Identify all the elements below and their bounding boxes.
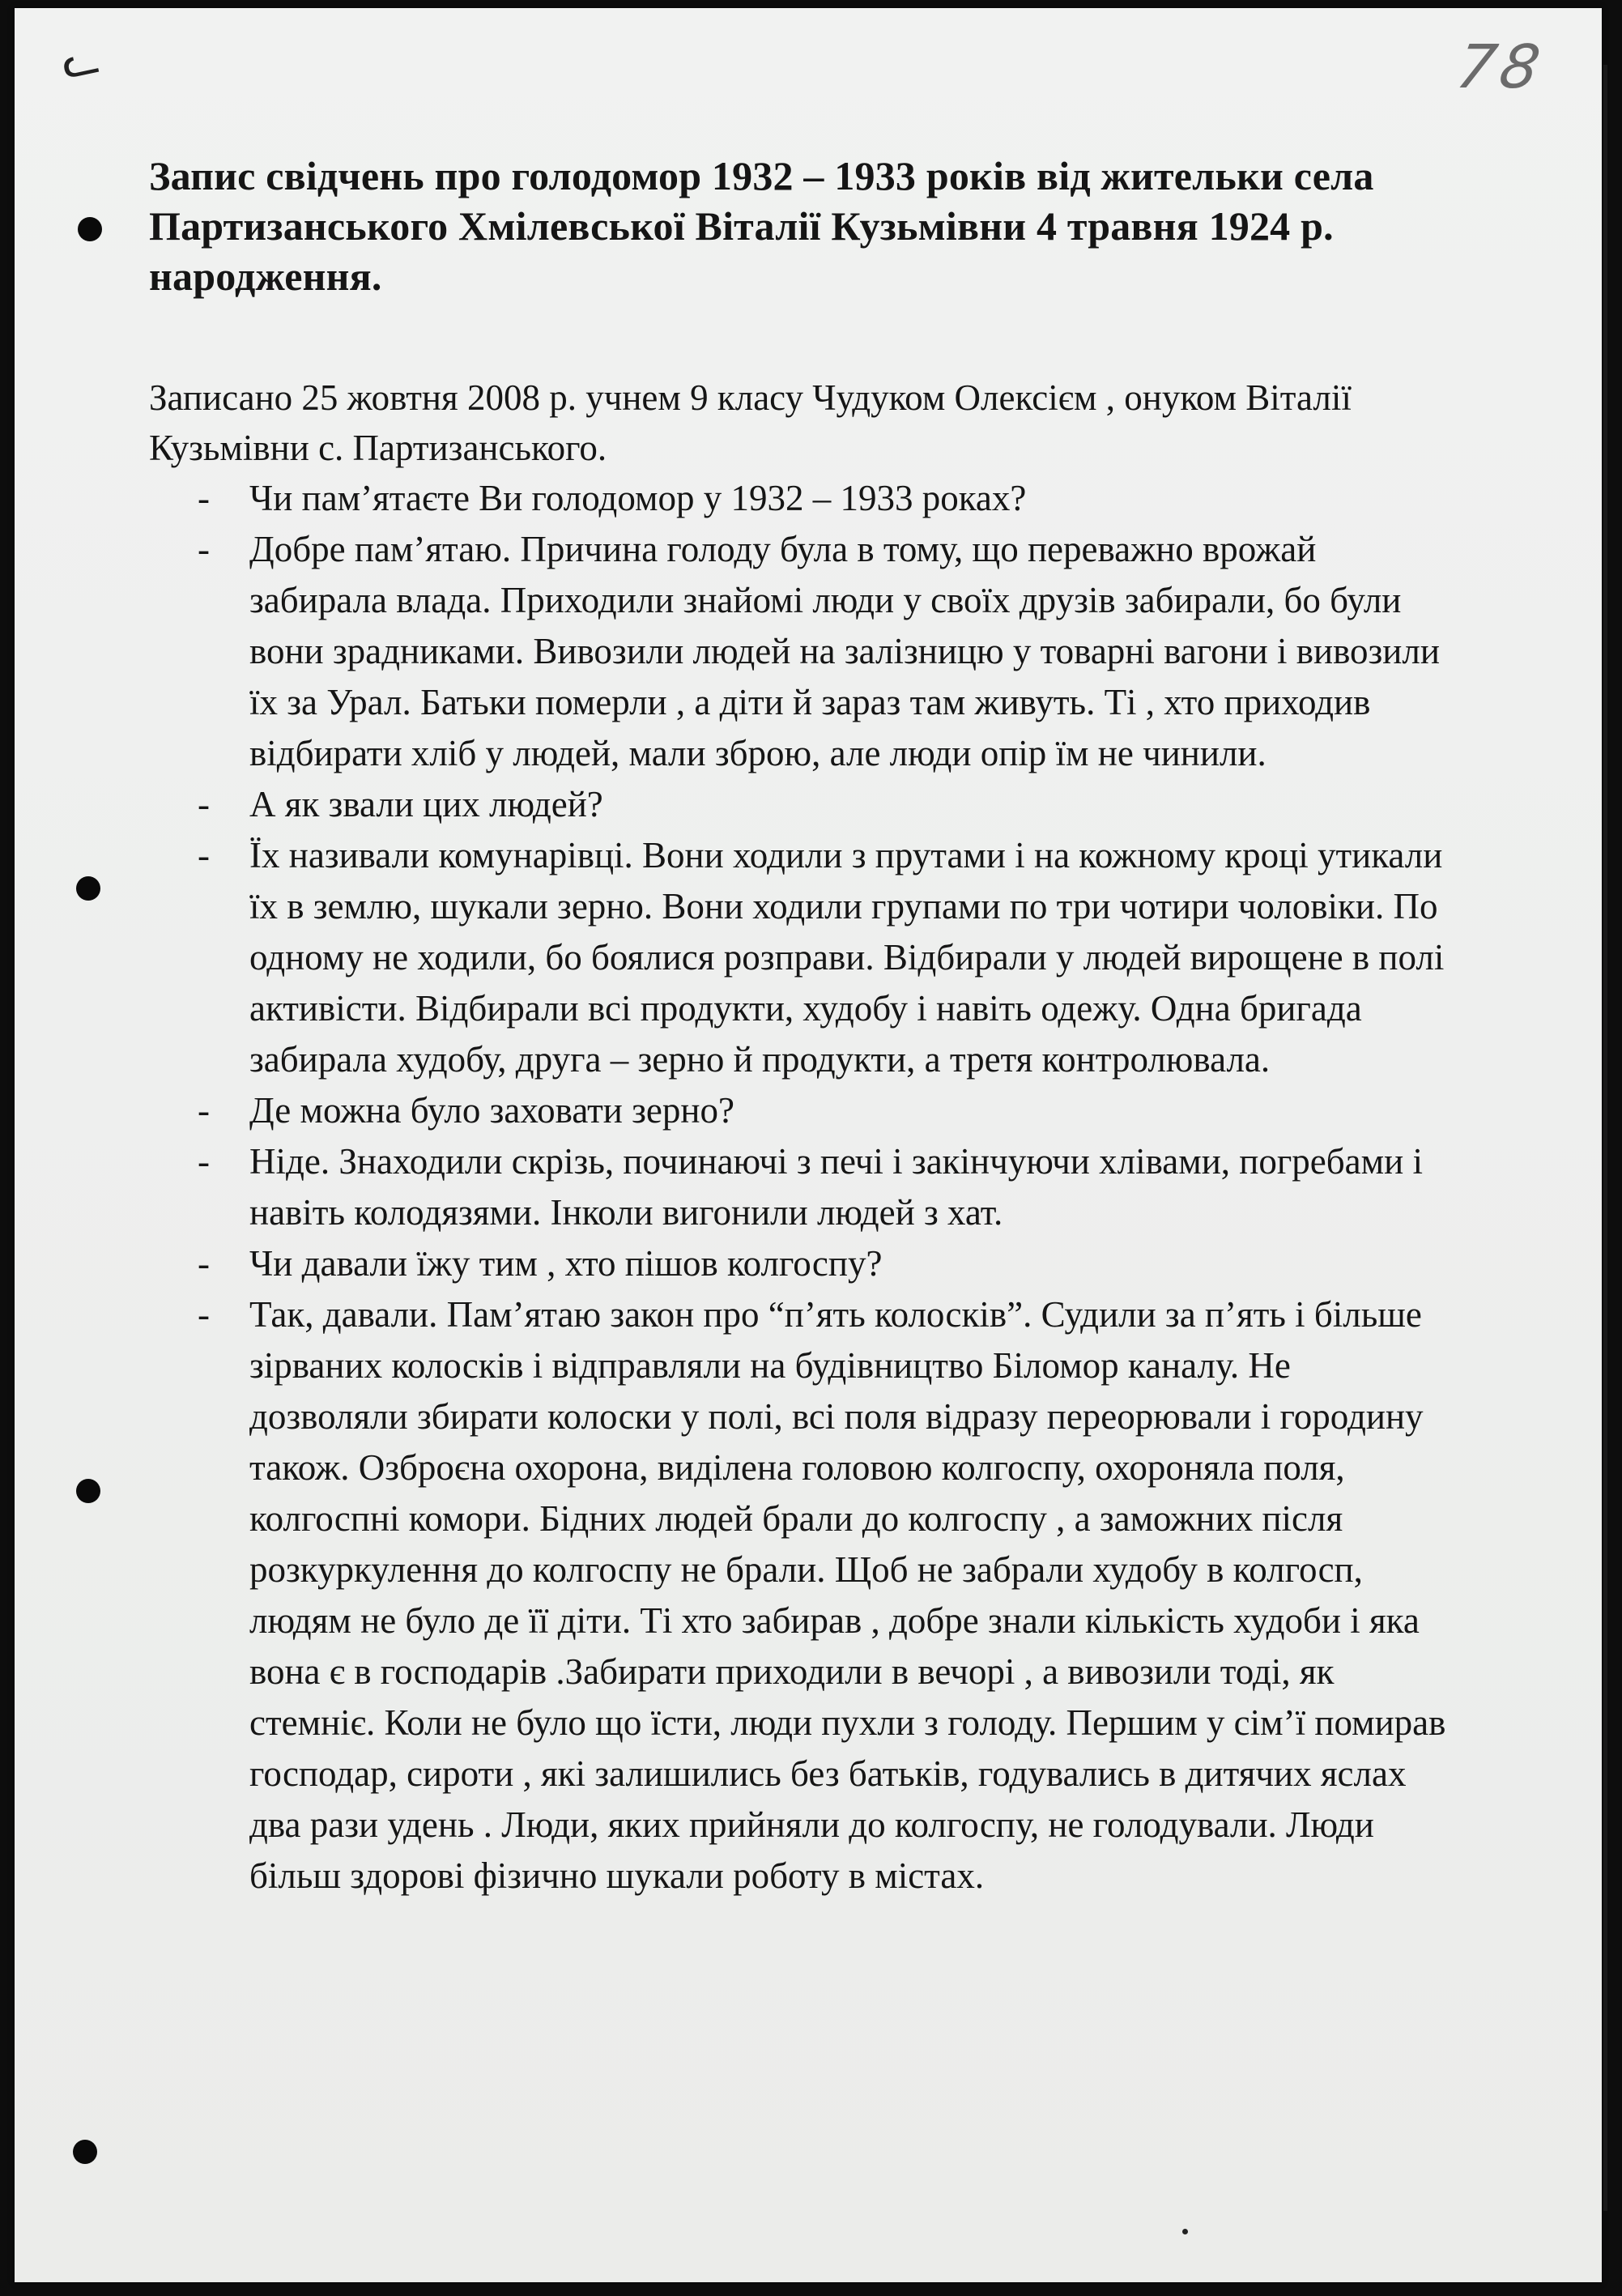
interview-question <box>149 779 1453 830</box>
dash-marker: - <box>198 529 210 569</box>
punch-hole <box>76 1479 100 1503</box>
dash-marker: - <box>198 1243 210 1284</box>
interview-answer <box>149 1289 1453 1902</box>
interview-question <box>149 1238 1453 1289</box>
dash-marker: - <box>198 1090 210 1131</box>
dash-marker: - <box>198 835 210 875</box>
corner-mark: ᓚ <box>56 31 104 90</box>
entry-text: А як звали цих людей? <box>249 784 603 824</box>
speck-mark <box>1182 2229 1188 2234</box>
page-number: 78 <box>1451 32 1550 102</box>
dash-marker: - <box>198 1294 210 1335</box>
entry-text: Чи давали їжу тим , хто пішов колгоспу? <box>249 1243 883 1284</box>
entry-text: Де можна було заховати зерно? <box>249 1090 734 1131</box>
page-edge-line <box>1603 65 1607 2211</box>
punch-hole <box>73 2140 97 2164</box>
entry-text: Так, давали. Пам’ятаю закон про “п’ять колосків”. Судили за п’ять і більше зірваних колосків і відправляли на будівництво Біломор каналу. Не дозволяли збирати колоски у полі, всі поля відразу переорювали і городину також. Озброєна охорона, виділена головою колгоспу, охороняла поля, колгоспні комори. Бідних людей брали до колгоспу , а заможних після розкуркулення до колгоспу не брали. Щоб не забрали худобу в колгосп, людям не було де її діти. Ті хто забирав , добре знали кількість худоби і яка вона є в господарів .Забирати приходили в вечорі , а вивозили тоді, як стемніє. Коли не було що їсти, люди пухли з голоду. Першим у сім’ї помирав господар, сироти , які залишились без батьків, годувались в дитячих яслах два рази удень . Люди, яких прийняли до колгоспу, не голодували. Люди більш здорові фізично шукали роботу в містах. <box>249 1294 1446 1896</box>
interview-question <box>149 1085 1453 1136</box>
entry-text: Їх називали комунарівці. Вони ходили з прутами і на кожному кроці утикали їх в землю, шукали зерно. Вони ходили групами по три чотири чоловіки. По одному не ходили, бо боялися розправи. Відбирали у людей вирощене в полі активісти. Відбирали всі продукти, худобу і навіть одежу. Одна бригада забирала худобу, друга – зерно й продукти, а третя контролювала. <box>249 835 1445 1080</box>
interview-answer <box>149 524 1453 779</box>
paper-sheet <box>15 8 1602 2282</box>
interview-list <box>149 473 1453 1902</box>
interview-question <box>149 473 1453 524</box>
entry-text: Ніде. Знаходили скрізь, починаючі з печі і закінчуючи хлівами, погребами і навіть колодязями. Інколи вигонили людей з хат. <box>249 1141 1423 1233</box>
dash-marker: - <box>198 1141 210 1182</box>
interview-answer <box>149 1136 1453 1238</box>
interview-answer <box>149 830 1453 1085</box>
dash-marker: - <box>198 478 210 518</box>
dash-marker: - <box>198 784 210 824</box>
document-body <box>149 151 1453 1902</box>
punch-hole <box>76 876 100 901</box>
punch-hole <box>78 217 102 241</box>
recording-info: Записано 25 жовтня 2008 р. учнем 9 класу Чудуком Олексієм , онуком Віталії Кузьмівни с. Партизанського. <box>149 377 1352 468</box>
entry-text: Чи пам’ятаєте Ви голодомор у 1932 – 1933 роках? <box>249 478 1027 518</box>
document-title: Запис свідчень про голодомор 1932 – 1933 років від жительки села Партизанського Хмілевської Віталії Кузьмівни 4 травня 1924 р. народження. <box>149 153 1374 299</box>
entry-text: Добре пам’ятаю. Причина голоду була в тому, що переважно врожай забирала влада. Приходили знайомі люди у своїх друзів забирали, бо були вони зрадниками. Вивозили людей на залізницю у товарні вагони і вивозили їх за Урал. Батьки померли , а діти й зараз там живуть. Ті , хто приходив відбирати хліб у людей, мали зброю, але люди опір їм не чинили. <box>249 529 1440 773</box>
